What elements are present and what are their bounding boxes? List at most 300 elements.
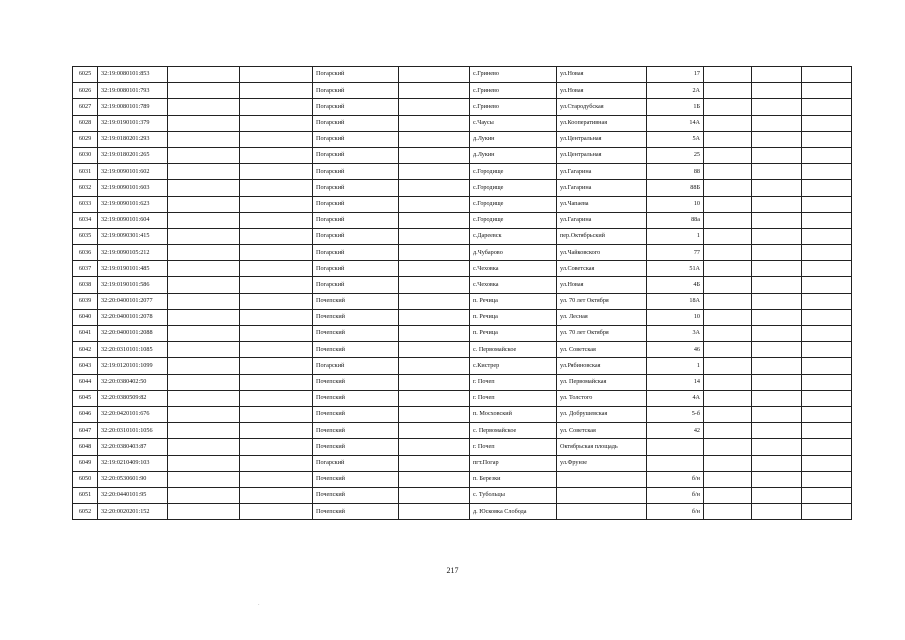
- street: Октябрьская площадь: [557, 439, 647, 455]
- empty-cell: [240, 358, 313, 374]
- cadastral-number: 32:19:0080101:853: [98, 67, 168, 83]
- house-number: б/н: [647, 504, 704, 520]
- empty-cell: [802, 67, 852, 83]
- empty-cell: [704, 342, 752, 358]
- empty-cell: [240, 326, 313, 342]
- empty-cell: [752, 487, 802, 503]
- empty-cell: [168, 293, 240, 309]
- empty-cell: [168, 147, 240, 163]
- record-number: 6035: [73, 228, 98, 244]
- empty-cell: [240, 131, 313, 147]
- empty-cell: [802, 390, 852, 406]
- cadastral-number: 32:20:0380509:82: [98, 390, 168, 406]
- empty-cell: [802, 439, 852, 455]
- record-number: 6027: [73, 99, 98, 115]
- empty-cell: [704, 374, 752, 390]
- empty-cell: [802, 326, 852, 342]
- empty-cell: [802, 228, 852, 244]
- empty-cell: [752, 390, 802, 406]
- empty-cell: [168, 83, 240, 99]
- empty-cell: [399, 115, 470, 131]
- cadastral-number: 32:20:0310101:1056: [98, 423, 168, 439]
- empty-cell: [704, 245, 752, 261]
- empty-cell: [704, 309, 752, 325]
- empty-cell: [752, 180, 802, 196]
- empty-cell: [752, 309, 802, 325]
- empty-cell: [752, 228, 802, 244]
- district: Почепский: [313, 471, 399, 487]
- district: Погарский: [313, 131, 399, 147]
- empty-cell: [704, 180, 752, 196]
- street: ул.Новая: [557, 67, 647, 83]
- locality: пгт.Погар: [470, 455, 557, 471]
- cadastral-number: 32:19:0090105:212: [98, 245, 168, 261]
- empty-cell: [704, 131, 752, 147]
- street: ул.Новая: [557, 277, 647, 293]
- empty-cell: [240, 180, 313, 196]
- street: ул. Советская: [557, 342, 647, 358]
- empty-cell: [168, 164, 240, 180]
- empty-cell: [240, 83, 313, 99]
- empty-cell: [399, 487, 470, 503]
- empty-cell: [399, 245, 470, 261]
- empty-cell: [399, 455, 470, 471]
- house-number: 25: [647, 147, 704, 163]
- house-number: б/н: [647, 487, 704, 503]
- table-row: [73, 115, 852, 131]
- empty-cell: [802, 245, 852, 261]
- empty-cell: [399, 358, 470, 374]
- empty-cell: [168, 390, 240, 406]
- record-number: 6042: [73, 342, 98, 358]
- empty-cell: [240, 487, 313, 503]
- empty-cell: [802, 374, 852, 390]
- street: [557, 487, 647, 503]
- table-row: [73, 83, 852, 99]
- empty-cell: [802, 358, 852, 374]
- table-row: [73, 309, 852, 325]
- empty-cell: [399, 471, 470, 487]
- table-row: [73, 326, 852, 342]
- street: [557, 504, 647, 520]
- cadastral-number: 32:20:0380402:50: [98, 374, 168, 390]
- house-number: 18А: [647, 293, 704, 309]
- empty-cell: [802, 293, 852, 309]
- empty-cell: [168, 245, 240, 261]
- district: Почепский: [313, 293, 399, 309]
- empty-cell: [399, 164, 470, 180]
- empty-cell: [168, 99, 240, 115]
- locality: с.Гринево: [470, 67, 557, 83]
- empty-cell: [704, 293, 752, 309]
- empty-cell: [399, 67, 470, 83]
- table-row: [73, 261, 852, 277]
- street: ул.Кооперативная: [557, 115, 647, 131]
- empty-cell: [399, 504, 470, 520]
- record-number: 6052: [73, 504, 98, 520]
- house-number: 46: [647, 342, 704, 358]
- locality: п. Речица: [470, 293, 557, 309]
- house-number: 17: [647, 67, 704, 83]
- table-row: [73, 99, 852, 115]
- empty-cell: [752, 67, 802, 83]
- empty-cell: [752, 115, 802, 131]
- empty-cell: [704, 196, 752, 212]
- district: Почепский: [313, 390, 399, 406]
- house-number: [647, 455, 704, 471]
- page-number: 217: [446, 566, 459, 575]
- empty-cell: [168, 309, 240, 325]
- locality: с.Чаусы: [470, 115, 557, 131]
- empty-cell: [802, 342, 852, 358]
- house-number: 2А: [647, 83, 704, 99]
- street: ул.Чапаева: [557, 196, 647, 212]
- locality: д.Чубарово: [470, 245, 557, 261]
- empty-cell: [399, 83, 470, 99]
- empty-cell: [802, 504, 852, 520]
- cadastral-number: 32:19:0190101:586: [98, 277, 168, 293]
- property-register-table: [72, 66, 852, 520]
- house-number: 42: [647, 423, 704, 439]
- empty-cell: [704, 455, 752, 471]
- empty-cell: [752, 212, 802, 228]
- cadastral-number: 32:19:0210409:103: [98, 455, 168, 471]
- empty-cell: [752, 277, 802, 293]
- empty-cell: [802, 277, 852, 293]
- table-row: [73, 504, 852, 520]
- record-number: 6043: [73, 358, 98, 374]
- street: ул. Толстого: [557, 390, 647, 406]
- cadastral-number: 32:19:0180201:293: [98, 131, 168, 147]
- house-number: 4Б: [647, 277, 704, 293]
- empty-cell: [240, 228, 313, 244]
- empty-cell: [240, 196, 313, 212]
- table-row: [73, 196, 852, 212]
- empty-cell: [168, 180, 240, 196]
- district: Погарский: [313, 358, 399, 374]
- empty-cell: [752, 147, 802, 163]
- empty-cell: [399, 228, 470, 244]
- empty-cell: [802, 131, 852, 147]
- empty-cell: [704, 471, 752, 487]
- cadastral-number: 32:19:0120101:1099: [98, 358, 168, 374]
- house-number: 4А: [647, 390, 704, 406]
- locality: п. Речица: [470, 309, 557, 325]
- table-row: [73, 390, 852, 406]
- house-number: 51А: [647, 261, 704, 277]
- house-number: 1Б: [647, 99, 704, 115]
- record-number: 6049: [73, 455, 98, 471]
- house-number: 1: [647, 228, 704, 244]
- district: Погарский: [313, 115, 399, 131]
- record-number: 6033: [73, 196, 98, 212]
- cadastral-number: 32:20:0440101:95: [98, 487, 168, 503]
- empty-cell: [240, 406, 313, 422]
- empty-cell: [240, 261, 313, 277]
- table-row: [73, 245, 852, 261]
- house-number: 3А: [647, 326, 704, 342]
- empty-cell: [704, 67, 752, 83]
- empty-cell: [399, 180, 470, 196]
- street: ул. Лесная: [557, 309, 647, 325]
- empty-cell: [752, 245, 802, 261]
- empty-cell: [802, 309, 852, 325]
- cadastral-number: 32:19:0190101:379: [98, 115, 168, 131]
- locality: п. Мосховский: [470, 406, 557, 422]
- empty-cell: [752, 374, 802, 390]
- record-number: 6026: [73, 83, 98, 99]
- empty-cell: [704, 164, 752, 180]
- empty-cell: [168, 67, 240, 83]
- empty-cell: [704, 83, 752, 99]
- empty-cell: [752, 99, 802, 115]
- record-number: 6025: [73, 67, 98, 83]
- empty-cell: [240, 342, 313, 358]
- empty-cell: [240, 277, 313, 293]
- house-number: 77: [647, 245, 704, 261]
- empty-cell: [168, 439, 240, 455]
- street: ул. Первомайская: [557, 374, 647, 390]
- empty-cell: [168, 406, 240, 422]
- empty-cell: [704, 326, 752, 342]
- empty-cell: [752, 439, 802, 455]
- empty-cell: [704, 423, 752, 439]
- cadastral-number: 32:20:0420101:676: [98, 406, 168, 422]
- district: Погарский: [313, 245, 399, 261]
- record-number: 6044: [73, 374, 98, 390]
- cadastral-number: 32:19:0080101:793: [98, 83, 168, 99]
- district: Погарский: [313, 212, 399, 228]
- empty-cell: [240, 245, 313, 261]
- empty-cell: [240, 439, 313, 455]
- empty-cell: [168, 423, 240, 439]
- empty-cell: [168, 212, 240, 228]
- table-row: [73, 471, 852, 487]
- empty-cell: [802, 115, 852, 131]
- house-number: б/н: [647, 471, 704, 487]
- table-row: [73, 455, 852, 471]
- empty-cell: [168, 504, 240, 520]
- table-row: [73, 212, 852, 228]
- record-number: 6046: [73, 406, 98, 422]
- empty-cell: [168, 374, 240, 390]
- empty-cell: [168, 455, 240, 471]
- cadastral-number: 32:20:0020201:152: [98, 504, 168, 520]
- street: ул. Добрушевская: [557, 406, 647, 422]
- house-number: 88а: [647, 212, 704, 228]
- house-number: 5-б: [647, 406, 704, 422]
- empty-cell: [240, 164, 313, 180]
- district: Почепский: [313, 326, 399, 342]
- record-number: 6028: [73, 115, 98, 131]
- locality: с.Гринево: [470, 99, 557, 115]
- empty-cell: [704, 358, 752, 374]
- cadastral-number: 32:19:0090101:604: [98, 212, 168, 228]
- table-row: [73, 277, 852, 293]
- record-number: 6048: [73, 439, 98, 455]
- house-number: 14А: [647, 115, 704, 131]
- street: ул.Новая: [557, 83, 647, 99]
- empty-cell: [752, 455, 802, 471]
- empty-cell: [399, 131, 470, 147]
- house-number: 1: [647, 358, 704, 374]
- empty-cell: [704, 504, 752, 520]
- locality: с. Первомайское: [470, 423, 557, 439]
- table-row: [73, 147, 852, 163]
- record-number: 6040: [73, 309, 98, 325]
- street: ул.Центральная: [557, 147, 647, 163]
- empty-cell: [168, 131, 240, 147]
- record-number: 6036: [73, 245, 98, 261]
- house-number: 88: [647, 164, 704, 180]
- table-row: [73, 342, 852, 358]
- table-row: [73, 374, 852, 390]
- cadastral-number: 32:19:0090101:602: [98, 164, 168, 180]
- house-number: 10: [647, 196, 704, 212]
- empty-cell: [399, 309, 470, 325]
- empty-cell: [240, 309, 313, 325]
- empty-cell: [399, 196, 470, 212]
- table-row: [73, 293, 852, 309]
- record-number: 6037: [73, 261, 98, 277]
- cadastral-number: 32:19:0090301:415: [98, 228, 168, 244]
- empty-cell: [240, 147, 313, 163]
- street: ул. Советская: [557, 423, 647, 439]
- empty-cell: [752, 261, 802, 277]
- district: Почепский: [313, 406, 399, 422]
- district: Почепский: [313, 487, 399, 503]
- house-number: [647, 439, 704, 455]
- record-number: 6045: [73, 390, 98, 406]
- empty-cell: [802, 212, 852, 228]
- street: пер.Октябрьский: [557, 228, 647, 244]
- empty-cell: [704, 277, 752, 293]
- cadastral-number: 32:20:0400101:2077: [98, 293, 168, 309]
- house-number: 88Б: [647, 180, 704, 196]
- empty-cell: [168, 487, 240, 503]
- locality: с.Кистрер: [470, 358, 557, 374]
- district: Погарский: [313, 455, 399, 471]
- empty-cell: [168, 326, 240, 342]
- empty-cell: [168, 277, 240, 293]
- empty-cell: [240, 99, 313, 115]
- empty-cell: [240, 293, 313, 309]
- record-number: 6030: [73, 147, 98, 163]
- cadastral-number: 32:19:0180201:265: [98, 147, 168, 163]
- table-row: [73, 406, 852, 422]
- empty-cell: [752, 326, 802, 342]
- locality: с.Городище: [470, 164, 557, 180]
- empty-cell: [399, 293, 470, 309]
- empty-cell: [399, 212, 470, 228]
- street: ул.Рябиновская: [557, 358, 647, 374]
- empty-cell: [168, 471, 240, 487]
- locality: с.Городище: [470, 196, 557, 212]
- locality: д. Юсковка Слобода: [470, 504, 557, 520]
- district: Погарский: [313, 180, 399, 196]
- empty-cell: [802, 180, 852, 196]
- empty-cell: [704, 406, 752, 422]
- cadastral-number: 32:19:0090101:623: [98, 196, 168, 212]
- empty-cell: [752, 196, 802, 212]
- district: Почепский: [313, 309, 399, 325]
- cadastral-number: 32:20:0380403:87: [98, 439, 168, 455]
- record-number: 6031: [73, 164, 98, 180]
- empty-cell: [752, 83, 802, 99]
- district: Погарский: [313, 147, 399, 163]
- locality: с. Тубольцы: [470, 487, 557, 503]
- district: Почепский: [313, 374, 399, 390]
- empty-cell: [399, 277, 470, 293]
- empty-cell: [802, 423, 852, 439]
- empty-cell: [802, 164, 852, 180]
- empty-cell: [399, 261, 470, 277]
- empty-cell: [802, 147, 852, 163]
- locality: с. Первомайское: [470, 342, 557, 358]
- locality: п. Березки: [470, 471, 557, 487]
- table-row: [73, 487, 852, 503]
- empty-cell: [240, 212, 313, 228]
- empty-cell: [399, 374, 470, 390]
- district: Погарский: [313, 99, 399, 115]
- empty-cell: [752, 293, 802, 309]
- locality: с.Городище: [470, 212, 557, 228]
- empty-cell: [399, 439, 470, 455]
- table-row: [73, 439, 852, 455]
- cadastral-number: 32:19:0190101:485: [98, 261, 168, 277]
- street: ул. 70 лет Октября: [557, 293, 647, 309]
- empty-cell: [802, 455, 852, 471]
- empty-cell: [704, 261, 752, 277]
- house-number: 10: [647, 309, 704, 325]
- empty-cell: [399, 147, 470, 163]
- empty-cell: [704, 390, 752, 406]
- district: Погарский: [313, 164, 399, 180]
- locality: с.Городище: [470, 180, 557, 196]
- house-number: 14: [647, 374, 704, 390]
- empty-cell: [752, 358, 802, 374]
- empty-cell: [704, 439, 752, 455]
- record-number: 6051: [73, 487, 98, 503]
- empty-cell: [240, 390, 313, 406]
- street: ул.Фрунзе: [557, 455, 647, 471]
- record-number: 6032: [73, 180, 98, 196]
- empty-cell: [168, 358, 240, 374]
- empty-cell: [240, 67, 313, 83]
- empty-cell: [168, 115, 240, 131]
- locality: с.Гринево: [470, 83, 557, 99]
- table-row: [73, 358, 852, 374]
- empty-cell: [399, 326, 470, 342]
- district: Погарский: [313, 228, 399, 244]
- empty-cell: [704, 147, 752, 163]
- locality: д.Лукин: [470, 147, 557, 163]
- cadastral-number: 32:20:0310101:1085: [98, 342, 168, 358]
- record-number: 6047: [73, 423, 98, 439]
- district: Почепский: [313, 342, 399, 358]
- empty-cell: [704, 228, 752, 244]
- street: ул.Советская: [557, 261, 647, 277]
- record-number: 6050: [73, 471, 98, 487]
- empty-cell: [240, 504, 313, 520]
- empty-cell: [399, 423, 470, 439]
- empty-cell: [752, 131, 802, 147]
- table-row: [73, 180, 852, 196]
- table-row: [73, 423, 852, 439]
- empty-cell: [168, 228, 240, 244]
- empty-cell: [752, 342, 802, 358]
- empty-cell: [704, 487, 752, 503]
